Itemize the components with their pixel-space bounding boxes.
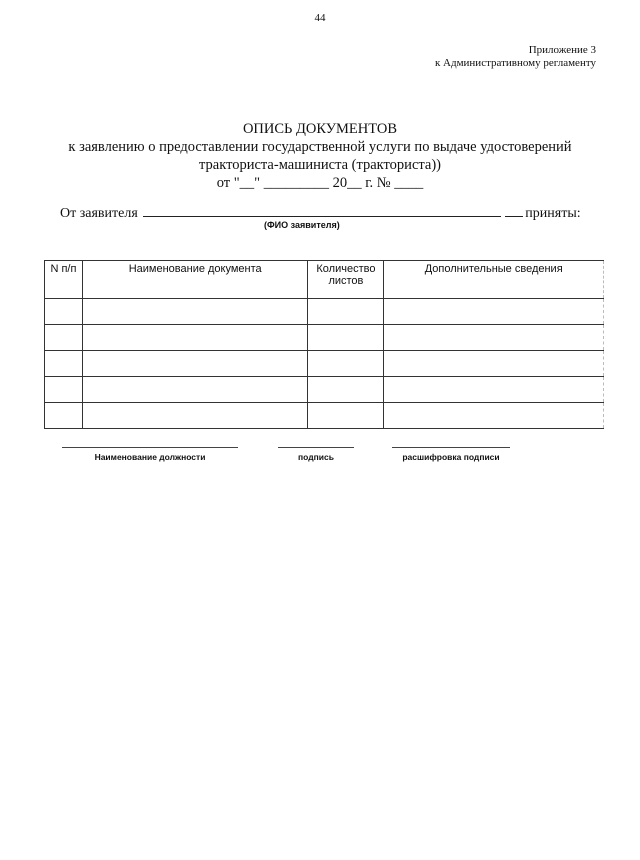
table-cell xyxy=(82,351,308,377)
document-subtitle-line-1: к заявлению о предоставлении государственной услуги по выдаче удостоверений xyxy=(68,139,572,155)
table-cell xyxy=(45,377,83,403)
signature-position-label: Наименование должности xyxy=(62,447,238,462)
table-row xyxy=(45,325,604,351)
page-number: 44 xyxy=(314,12,326,24)
applicant-short-blank xyxy=(505,204,523,217)
table-row xyxy=(45,299,604,325)
table-cell xyxy=(384,403,604,429)
table-cell xyxy=(82,325,308,351)
table-cell xyxy=(82,377,308,403)
table-cell xyxy=(45,325,83,351)
table-header-row xyxy=(45,261,604,299)
table-cell xyxy=(45,351,83,377)
table-cell xyxy=(82,403,308,429)
table-cell xyxy=(384,351,604,377)
appendix-line-2: к Административному регламенту xyxy=(434,57,596,69)
documents-table xyxy=(44,260,604,429)
header-extra: Дополнительные сведения xyxy=(384,261,604,299)
applicant-name-blank xyxy=(143,204,501,217)
appendix-note xyxy=(435,44,596,70)
table-cell xyxy=(308,325,384,351)
table-cell xyxy=(384,299,604,325)
table-cell xyxy=(384,325,604,351)
document-heading: ОПИСЬ ДОКУМЕНТОВ xyxy=(242,121,398,137)
document-title-block xyxy=(20,120,620,192)
signature-decoding-label: расшифровка подписи xyxy=(392,447,510,462)
table-cell xyxy=(308,351,384,377)
table-row xyxy=(45,377,604,403)
header-name: Наименование документа xyxy=(82,261,308,299)
header-num: N п/п xyxy=(45,261,83,299)
document-date-number-line: от "__" _________ 20__ г. № ____ xyxy=(216,175,424,191)
table-cell xyxy=(384,377,604,403)
document-subtitle-line-2: тракториста-машиниста (тракториста)) xyxy=(199,157,441,173)
header-count: Количество листов xyxy=(308,261,384,299)
table-cell xyxy=(45,403,83,429)
applicant-caption: (ФИО заявителя) xyxy=(264,220,340,230)
table-cell xyxy=(308,377,384,403)
table-cell xyxy=(308,403,384,429)
table-row xyxy=(45,351,604,377)
applicant-suffix: приняты: xyxy=(525,206,581,221)
table-cell xyxy=(308,299,384,325)
applicant-prefix: От заявителя xyxy=(60,206,138,221)
table-cell xyxy=(45,299,83,325)
signature-label: подпись xyxy=(278,447,354,462)
table-row xyxy=(45,403,604,429)
appendix-line-1: Приложение 3 xyxy=(528,44,596,56)
table-cell xyxy=(82,299,308,325)
